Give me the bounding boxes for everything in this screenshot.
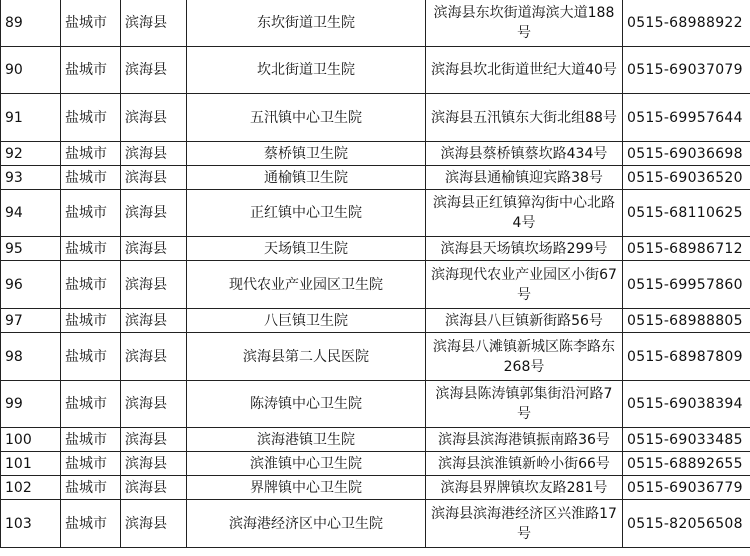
county-cell: 滨海县 [121,47,187,94]
address-cell: 滨海县正红镇獐沟街中心北路4号 [426,190,623,237]
table-row [1,237,750,261]
address-cell: 滨海县陈涛镇郭集街沿河路7号 [426,381,623,428]
row-number: 98 [1,333,61,381]
table-row [1,381,750,428]
city-cell: 盐城市 [61,452,121,476]
city-cell: 盐城市 [61,428,121,452]
city-cell: 盐城市 [61,190,121,237]
city-cell: 盐城市 [61,0,121,47]
county-cell: 滨海县 [121,237,187,261]
institution-name-cell: 坎北街道卫生院 [187,47,426,94]
city-cell: 盐城市 [61,500,121,548]
row-number: 103 [1,500,61,548]
address-cell: 滨海县八巨镇新街路56号 [426,309,623,333]
phone-cell: 0515-68892655 [623,452,750,476]
address-cell: 滨海县八滩镇新城区陈李路东268号 [426,333,623,381]
row-number: 89 [1,0,61,47]
phone-cell: 0515-68988922 [623,0,750,47]
institution-name-cell: 界牌镇中心卫生院 [187,476,426,500]
city-cell: 盐城市 [61,47,121,94]
city-cell: 盐城市 [61,166,121,190]
address-cell: 滨海县蔡桥镇蔡坎路434号 [426,142,623,166]
phone-cell: 0515-68986712 [623,237,750,261]
institution-name-cell: 天场镇卫生院 [187,237,426,261]
address-cell: 滨海县滨淮镇新岭小街66号 [426,452,623,476]
county-cell: 滨海县 [121,142,187,166]
phone-cell: 0515-69036520 [623,166,750,190]
row-number: 93 [1,166,61,190]
county-cell: 滨海县 [121,500,187,548]
city-cell: 盐城市 [61,261,121,309]
row-number: 95 [1,237,61,261]
address-cell: 滨海县滨海港镇振南路36号 [426,428,623,452]
institution-name-cell: 通榆镇卫生院 [187,166,426,190]
county-cell: 滨海县 [121,476,187,500]
city-cell: 盐城市 [61,94,121,142]
institution-name-cell: 现代农业产业园区卫生院 [187,261,426,309]
city-cell: 盐城市 [61,476,121,500]
city-cell: 盐城市 [61,237,121,261]
phone-cell: 0515-69036698 [623,142,750,166]
county-cell: 滨海县 [121,190,187,237]
county-cell: 滨海县 [121,94,187,142]
city-cell: 盐城市 [61,381,121,428]
table-row [1,476,750,500]
county-cell: 滨海县 [121,333,187,381]
address-cell: 滨海县界牌镇坎友路281号 [426,476,623,500]
row-number: 90 [1,47,61,94]
table-row [1,190,750,237]
table-row [1,94,750,142]
table-row [1,166,750,190]
row-number: 97 [1,309,61,333]
table-row [1,47,750,94]
county-cell: 滨海县 [121,381,187,428]
institution-name-cell: 五汛镇中心卫生院 [187,94,426,142]
county-cell: 滨海县 [121,452,187,476]
table-row [1,142,750,166]
phone-cell: 0515-69957860 [623,261,750,309]
table-row [1,428,750,452]
table-row [1,452,750,476]
institution-name-cell: 蔡桥镇卫生院 [187,142,426,166]
address-cell: 滨海现代农业产业园区小街67号 [426,261,623,309]
row-number: 101 [1,452,61,476]
table-row [1,0,750,47]
row-number: 94 [1,190,61,237]
row-number: 100 [1,428,61,452]
institution-name-cell: 正红镇中心卫生院 [187,190,426,237]
phone-cell: 0515-69036779 [623,476,750,500]
phone-cell: 0515-69957644 [623,94,750,142]
address-cell: 滨海县东坎街道海滨大道188号 [426,0,623,47]
institution-name-cell: 陈涛镇中心卫生院 [187,381,426,428]
row-number: 102 [1,476,61,500]
table-row [1,309,750,333]
county-cell: 滨海县 [121,0,187,47]
county-cell: 滨海县 [121,428,187,452]
county-cell: 滨海县 [121,309,187,333]
institution-name-cell: 东坎街道卫生院 [187,0,426,47]
city-cell: 盐城市 [61,142,121,166]
address-cell: 滨海县天场镇坎场路299号 [426,237,623,261]
table-row [1,261,750,309]
institution-name-cell: 八巨镇卫生院 [187,309,426,333]
institution-name-cell: 滨淮镇中心卫生院 [187,452,426,476]
address-cell: 滨海县坎北街道世纪大道40号 [426,47,623,94]
table-row [1,333,750,381]
phone-cell: 0515-69033485 [623,428,750,452]
phone-cell: 0515-69037079 [623,47,750,94]
phone-cell: 0515-69038394 [623,381,750,428]
county-cell: 滨海县 [121,261,187,309]
institution-name-cell: 滨海港经济区中心卫生院 [187,500,426,548]
phone-cell: 0515-68987809 [623,333,750,381]
phone-cell: 0515-82056508 [623,500,750,548]
institution-name-cell: 滨海港镇卫生院 [187,428,426,452]
city-cell: 盐城市 [61,309,121,333]
institution-name-cell: 滨海县第二人民医院 [187,333,426,381]
row-number: 92 [1,142,61,166]
row-number: 96 [1,261,61,309]
phone-cell: 0515-68988805 [623,309,750,333]
row-number: 99 [1,381,61,428]
county-cell: 滨海县 [121,166,187,190]
address-cell: 滨海县滨海港经济区兴淮路17号 [426,500,623,548]
phone-cell: 0515-68110625 [623,190,750,237]
table-row [1,500,750,548]
row-number: 91 [1,94,61,142]
table-body [1,0,750,548]
address-cell: 滨海县通榆镇迎宾路38号 [426,166,623,190]
address-cell: 滨海县五汛镇东大街北组88号 [426,94,623,142]
city-cell: 盐城市 [61,333,121,381]
